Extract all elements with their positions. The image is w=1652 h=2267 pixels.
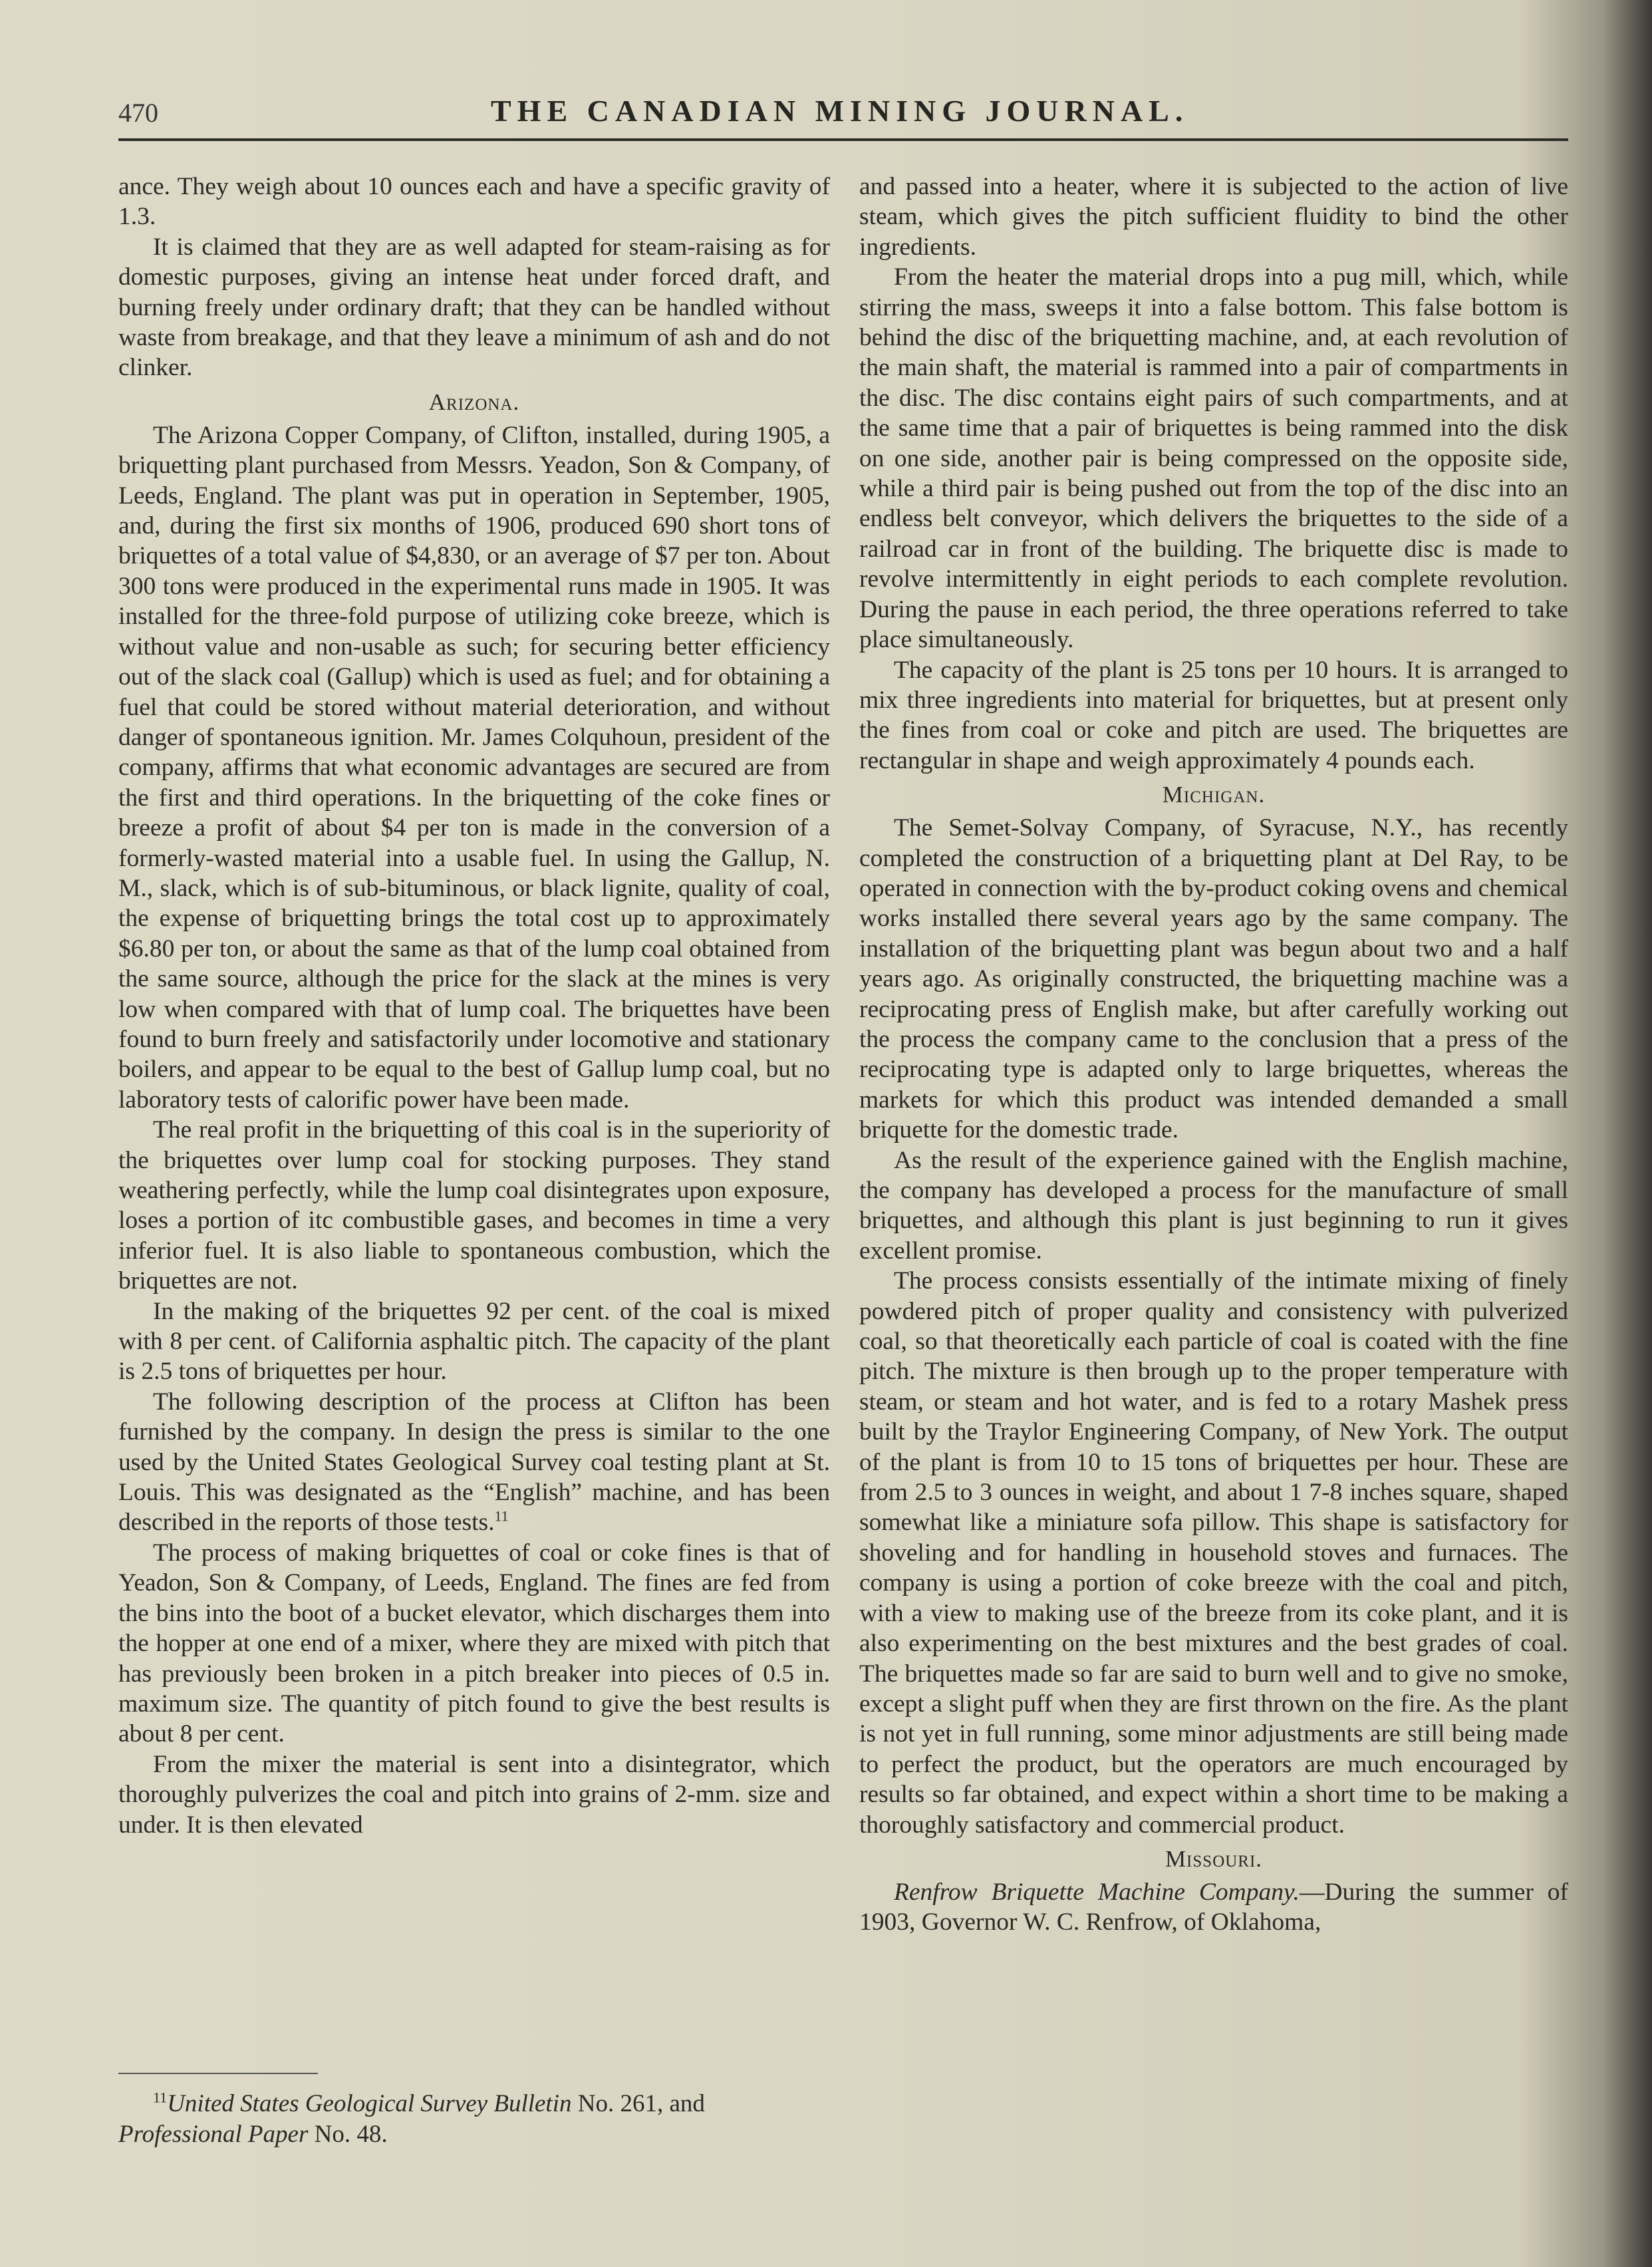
paragraph: From the mixer the material is sent into a disintegrator, which thoroughly pulverizes the coal and pitch into grains of 2-mm. size and under. It is then elevated [118, 1750, 830, 1839]
section-heading-michigan: Michigan. [1162, 782, 1266, 808]
footnote-text: No. 261, and [571, 2090, 705, 2117]
footnote-mark: 11 [153, 2089, 168, 2106]
right-column [859, 172, 1568, 1938]
footnote-text: No. 48. [308, 2121, 388, 2148]
section-heading-arizona: Arizona. [428, 388, 520, 415]
paragraph: In the making of the briquettes 92 per cent. of the coal is mixed with 8 per cent. of California asphaltic pitch. The capacity of the plant is 2.5 tons of briquettes per hour. [118, 1297, 830, 1386]
section-heading-missouri: Missouri. [1165, 1845, 1263, 1872]
footnote [118, 2089, 830, 2150]
footnote-italic: United States Geological Survey Bulletin [167, 2090, 572, 2117]
paragraph: The Semet-Solvay Company, of Syracuse, N.Y., has recently completed the construction of a briquetting plant at Del Ray, to be operated in connection with the by-product coking ovens and chemical works installed there several years ago by the same company. The installation of the briquetting plant was begun about two and a half years ago. As originally constructed, the briquetting machine was a reciprocating press of English make, but after carefully working out the process the company came to the conclusion that a press of the reciprocating type is adapted only to large briquettes, whereas the markets for which this product was intended demanded a small briquette for the domestic trade. [859, 814, 1568, 1144]
journal-title: THE CANADIAN MINING JOURNAL. [491, 94, 1189, 128]
paragraph-text: The following description of the process at Clifton has been furnished by the company. In design the press is similar to the one used by the United States Geological Survey coal testing plant at St. Louis. This was designated as the “English” machine, and has been described in the reports of those tests. [118, 1388, 830, 1537]
footnote-italic: Professional Paper [118, 2121, 309, 2148]
page-header [118, 93, 1568, 133]
paragraph: The process of making briquettes of coal or coke fines is that of Yeadon, Son & Company, of Leeds, England. The fines are fed from the bins into the boot of a bucket elevator, which discharges them into the hopper at one end of a mixer, where they are mixed with pitch that has previously been broken in a pitch breaker into pieces of 0.5 in. maximum size. The quantity of pitch found to give the best results is about 8 per cent. [118, 1539, 830, 1748]
page-number: 470 [118, 98, 158, 128]
paragraph: From the heater the material drops into a pug mill, which, while stirring the mass, sweeps it into a false bottom. This false bottom is behind the disc of the briquetting machine, and, at each revolution of the main shaft, the material is rammed into a pair of compartments in the disc. The disc contains eight pairs of such compartments, and at the same time that a pair of briquettes is being rammed into the disk on one side, another pair is being compressed on the opposite side, while a third pair is being pushed out from the top of the disc into an endless belt conveyor, which delivers the briquettes to the side of a railroad car in front of the building. The briquette disc is made to revolve intermittently in eight periods to each complete revolution. During the pause in each period, the three operations referred to take place simultaneously. [859, 263, 1568, 654]
paragraph [859, 1877, 1568, 1938]
paragraph: ance. They weigh about 10 ounces each and have a specific gravity of 1.3. [118, 173, 830, 231]
footnote-ref: 11 [494, 1507, 509, 1525]
left-column [118, 172, 830, 1840]
paragraph [118, 1387, 830, 1538]
company-name: Renfrow Briquette Machine Company. [894, 1878, 1300, 1906]
paragraph: The process consists essentially of the intimate mixing of finely powdered pitch of proper quality and consistency with pulverized coal, so that theoretically each particle of coal is coated with the fine pitch. The mixture is then brough up to the proper temperature with steam, or steam and hot water, and is fed to a rotary Mashek press built by the Traylor Engineering Company, of New York. The output of the plant is from 10 to 15 tons of briquettes per hour. These are from 2.5 to 3 ounces in weight, and about 1 7-8 inches square, shaped somewhat like a miniature sofa pillow. This shape is satisfactory for shoveling and for handling in household stoves and furnaces. The company is using a portion of coke breeze with the coal and pitch, with a view to making use of the breeze from its coke plant, and it is also experimenting on the best mixtures and the best grades of coal. The briquettes made so far are said to burn well and to give no smoke, except a slight puff when they are first thrown on the fire. As the plant is not yet in full running, some minor adjustments are still being made to perfect the product, but the operators are much encouraged by results so far obtained, and expect within a short time to be making a thoroughly satisfactory and commercial product. [859, 1267, 1568, 1839]
paragraph: The capacity of the plant is 25 tons per 10 hours. It is arranged to mix three ingredients into material for briquettes, but at present only the fines from coal or coke and pitch are used. The briquettes are rectangular in shape and weigh approximately 4 pounds each. [859, 656, 1568, 774]
paragraph: The real profit in the briquetting of this coal is in the superiority of the briquettes over lump coal for stocking purposes. They stand weathering perfectly, while the lump coal disintegrates upon exposure, loses a portion of itc combustible gases, and becomes in time a very inferior fuel. It is also liable to spontaneous combustion, which the briquettes are not. [118, 1116, 830, 1295]
header-rule [118, 138, 1568, 141]
paragraph-text: —During the summer of 1903, Governor W. C. Renfrow, of Oklahoma, [859, 1878, 1568, 1936]
paragraph: and passed into a heater, where it is subjected to the action of live steam, which gives the pitch sufficient fluidity to bind the other ingredients. [859, 173, 1568, 261]
footnote-rule [118, 2073, 318, 2074]
paragraph: It is claimed that they are as well adapted for steam-raising as for domestic purposes, giving an intense heat under forced draft, and burning freely under ordinary draft; that they can be handled without waste from breakage, and that they leave a minimum of ash and do not clinker. [118, 233, 830, 382]
paragraph: As the result of the experience gained with the English machine, the company has developed a process for the manufacture of small briquettes, and although this plant is just beginning to run it gives excellent promise. [859, 1146, 1568, 1265]
paragraph: The Arizona Copper Company, of Clifton, installed, during 1905, a briquetting plant purchased from Messrs. Yeadon, Son & Company, of Leeds, England. The plant was put in operation in September, 1905, and, during the first six months of 1906, produced 690 short tons of briquettes of a total value of $4,830, or an average of $7 per ton. About 300 tons were produced in the experimental runs made in 1905. It was installed for the three-fold purpose of utilizing coke breeze, which is without value and non-usable as such; for securing better efficiency out of the slack coal (Gallup) which is used as fuel; and for obtaining a fuel that could be stored without material deterioration, and without danger of spontaneous ignition. Mr. James Colquhoun, president of the company, affirms that what economic advantages are secured are from the first and third operations. In the briquetting of the coke fines or breeze a profit of about $4 per ton is made in the conversion of a formerly-wasted material into a usable fuel. In using the Gallup, N. M., slack, which is of sub-bituminous, or black lignite, quality of coal, the expense of briquetting brings the total cost up to approximately $6.80 per ton, or about the same as that of the lump coal obtained from the same source, although the price for the slack at the mines is very low when compared with that of lump coal. The briquettes have been found to burn freely and satisfactorily under locomotive and stationary boilers, and appear to be equal to the best of Gallup lump coal, but no laboratory tests of calorific power have been made. [118, 421, 830, 1114]
